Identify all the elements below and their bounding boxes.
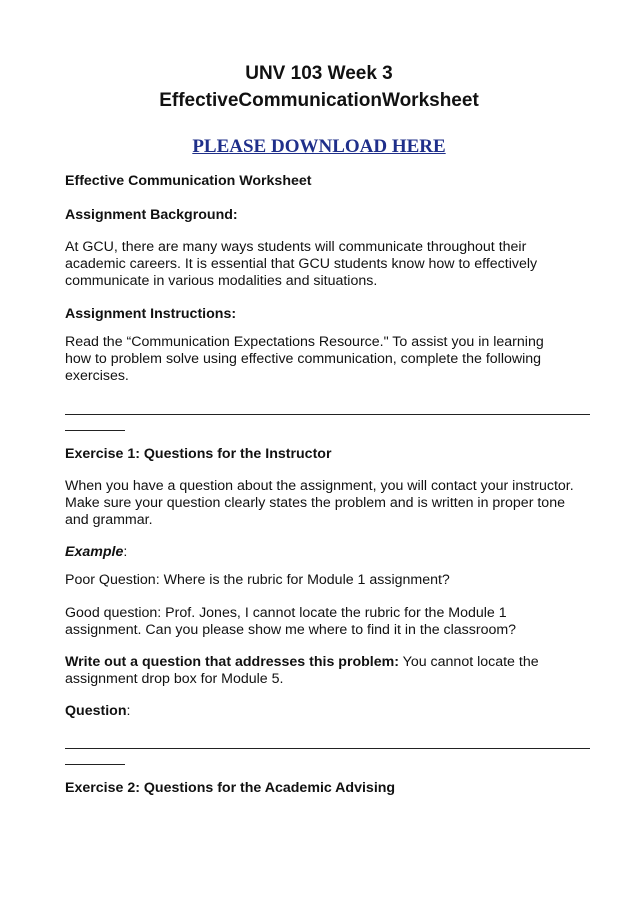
background-line-3: communicate in various modalities and situations. xyxy=(65,273,378,289)
write-prompt-rest: You cannot locate the xyxy=(398,654,539,670)
exercise-1-line-1: When you have a question about the assignment, you will contact your instructor. xyxy=(65,478,574,494)
worksheet-title: Effective Communication Worksheet xyxy=(65,173,312,189)
document-title-line-2: EffectiveCommunicationWorksheet xyxy=(159,90,479,111)
question-colon: : xyxy=(126,703,131,719)
answer-rule xyxy=(65,414,590,415)
background-line-2: academic careers. It is essential that GCU students know how to effectively xyxy=(65,256,538,272)
download-link[interactable]: PLEASE DOWNLOAD HERE xyxy=(192,136,446,157)
background-heading: Assignment Background: xyxy=(65,207,238,223)
instructions-line-2: how to problem solve using effective communication, complete the following xyxy=(65,351,542,367)
instructions-line-1: Read the “Communication Expectations Resource." To assist you in learning xyxy=(65,334,544,350)
poor-question: Poor Question: Where is the rubric for Module 1 assignment? xyxy=(65,572,450,588)
exercise-2-heading: Exercise 2: Questions for the Academic Advising xyxy=(65,780,396,796)
good-question-line-2: assignment. Can you please show me where to find it in the classroom? xyxy=(65,622,517,638)
write-prompt-bold: Write out a question that addresses this problem: xyxy=(65,654,399,670)
instructions-heading: Assignment Instructions: xyxy=(65,306,237,322)
example-colon: : xyxy=(123,544,128,560)
background-line-1: At GCU, there are many ways students will communicate throughout their xyxy=(65,239,527,255)
question-answer-rule xyxy=(65,748,590,749)
write-prompt-line-1 xyxy=(65,653,595,671)
good-question-line-1: Good question: Prof. Jones, I cannot locate the rubric for the Module 1 xyxy=(65,605,507,621)
question-label-line xyxy=(65,702,595,720)
example-label: Example xyxy=(65,544,124,560)
question-label: Question xyxy=(65,703,127,719)
example-label-line xyxy=(65,543,595,561)
exercise-1-line-3: and grammar. xyxy=(65,512,153,528)
question-answer-rule-continuation xyxy=(65,764,125,765)
exercise-1-heading: Exercise 1: Questions for the Instructor xyxy=(65,446,332,462)
instructions-line-3: exercises. xyxy=(65,368,129,384)
write-prompt-line-2: assignment drop box for Module 5. xyxy=(65,671,284,687)
exercise-1-line-2: Make sure your question clearly states the problem and is written in proper tone xyxy=(65,495,565,511)
document-title-line-1: UNV 103 Week 3 xyxy=(245,63,393,84)
answer-rule-continuation xyxy=(65,430,125,431)
